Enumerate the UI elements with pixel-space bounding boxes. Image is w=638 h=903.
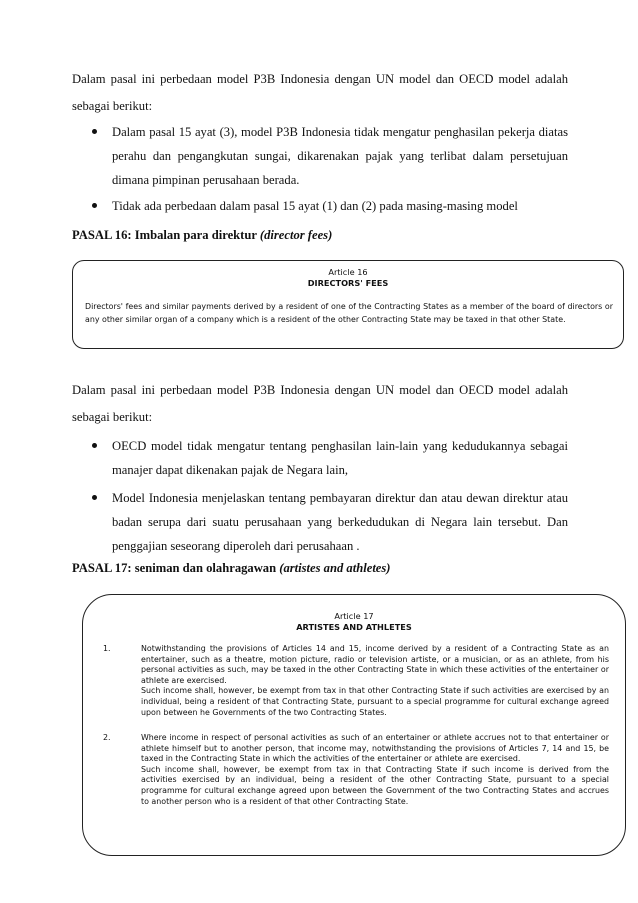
bullet-icon [92, 203, 97, 208]
clause-body [141, 644, 609, 718]
list-item [92, 434, 568, 482]
clause-paragraph: Where income in respect of personal activities as such of an entertainer or athlete accrues not to that entertainer or athlete himself but to another person, that income may, notwithstanding the provisions of Articles 7, 14 and 15, be taxed in the Contracting State in which the activities of the entertainer or athlete are exercised. [141, 733, 609, 764]
intro-paragraph-2: Dalam pasal ini perbedaan model P3B Indonesia dengan UN model dan OECD model adalah sebagai berikut: [72, 383, 568, 424]
article-16-subtitle: DIRECTORS' FEES [307, 278, 389, 288]
bullet-text: Model Indonesia menjelaskan tentang pembayaran direktur dan atau dewan direktur atau badan serupa dari suatu perusahaan yang berkedudukan di Negara lain tersebut. Dan penggajian seseorang diperoleh dari perusahaan . [112, 491, 568, 553]
article-17-subtitle: ARTISTES AND ATHLETES [296, 622, 412, 632]
clause-paragraph: Such income shall, however, be exempt from tax in that Contracting State if such income is derived from the activities exercised by an individual, being a resident of the other Contracting State, pursuant to a special programme for cultural exchange agreed upon between the Government of the two Contracting States and accrues to another person who is a resident of that other Contracting State. [141, 764, 609, 806]
article-17-clause-2 [103, 733, 609, 807]
list-item [92, 120, 568, 192]
bullet-icon [92, 443, 97, 448]
list-item [92, 194, 568, 218]
clause-number: 1. [103, 644, 111, 653]
clause-number: 2. [103, 733, 111, 742]
clause-body [141, 733, 609, 807]
bullet-icon [92, 495, 97, 500]
article-16-box [72, 260, 624, 349]
clause-paragraph: Such income shall, however, be exempt from tax in that other Contracting State if such activities are exercised by an individual, being a resident of that Contracting State, pursuant to a special programme for cultural exchange agreed upon between he Governments of the two Contracting States. [141, 686, 609, 717]
list-item [92, 486, 568, 558]
intro-paragraph-1: Dalam pasal ini perbedaan model P3B Indonesia dengan UN model dan OECD model adalah sebagai berikut: [72, 72, 568, 113]
bullet-icon [92, 129, 97, 134]
bullet-list-1 [92, 120, 568, 222]
heading-pasal-16-text: PASAL 16: Imbalan para direktur [72, 228, 260, 242]
bullet-text: Tidak ada perbedaan dalam pasal 15 ayat (1) dan (2) pada masing-masing model [112, 199, 518, 213]
heading-pasal-17-text: PASAL 17: seniman dan olahragawan [72, 561, 280, 575]
article-17-clause-1 [103, 644, 609, 718]
article-17-title: Article 17 [334, 611, 374, 621]
heading-pasal-16 [72, 228, 332, 243]
heading-pasal-17-italic: (artistes and athletes) [279, 561, 391, 575]
article-16-title: Article 16 [328, 267, 368, 277]
bullet-text: Dalam pasal 15 ayat (3), model P3B Indonesia tidak mengatur penghasilan pekerja diatas perahu dan pengangkutan sungai, dikarenakan pajak yang terlibat dalam persetujuan dimana pimpinan perusahaan berada. [112, 125, 568, 187]
bullet-list-2 [92, 434, 568, 562]
clause-paragraph: Notwithstanding the provisions of Articles 14 and 15, income derived by a resident of a Contracting State as an entertainer, such as a theatre, motion picture, radio or television artiste, or a musician, or as an athlete, from his personal activities as such, may be taxed in the other Contracting State in which these activities of the entertainer or athlete are exercised. [141, 644, 609, 685]
heading-pasal-16-italic: (director fees) [259, 228, 333, 242]
article-16-text: Directors' fees and similar payments derived by a resident of one of the Contracting States as a member of the board of directors or any other similar organ of a company which is a resident of the other Contracting State may be taxed in that other State. [85, 302, 613, 324]
bullet-text: OECD model tidak mengatur tentang penghasilan lain-lain yang kedudukannya sebagai manajer dapat dikenakan pajak de Negara lain, [112, 439, 568, 477]
heading-pasal-17 [72, 561, 391, 576]
article-17-box [82, 594, 626, 856]
